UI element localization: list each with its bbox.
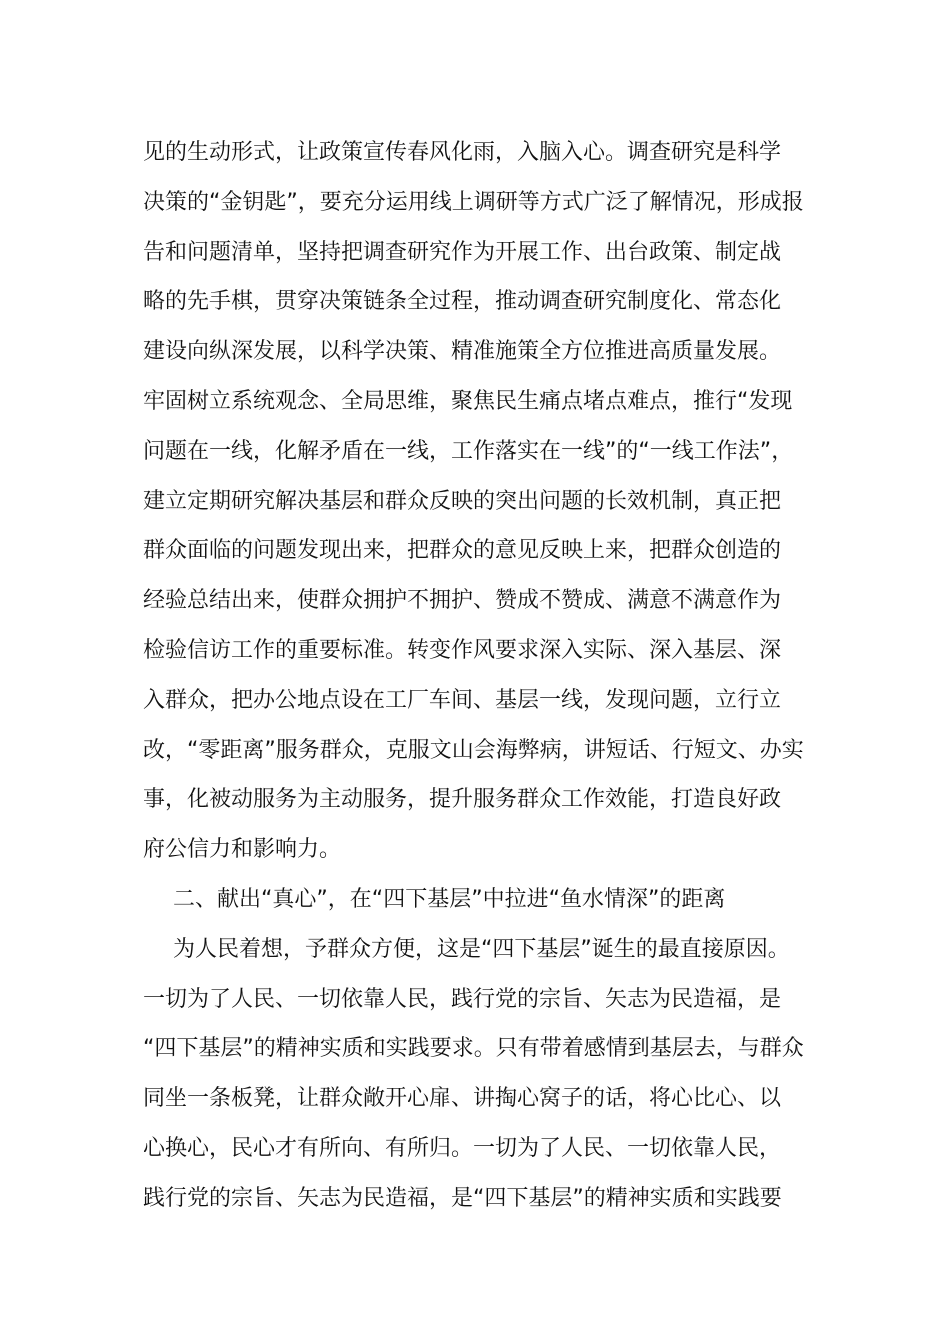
text-line: 入群众，把办公地点设在工厂车间、基层一线，发现问题，立行立: [143, 687, 782, 713]
document-body: [143, 128, 813, 1224]
text-line: 问题在一线，化解矛盾在一线，工作落实在一线”的“一线工作法”，: [143, 438, 794, 464]
text-line: 践行党的宗旨、矢志为民造福，是“四下基层”的精神实质和实践要: [143, 1185, 782, 1211]
text-line: 为人民着想，予群众方便，这是“四下基层”诞生的最直接原因。: [173, 936, 790, 962]
text-line: “四下基层”的精神实质和实践要求。只有带着感情到基层去，与群众: [143, 1036, 804, 1062]
text-line: 一切为了人民、一切依靠人民，践行党的宗旨、矢志为民造福，是: [143, 986, 782, 1012]
text-line: 检验信访工作的重要标准。转变作风要求深入实际、深入基层、深: [143, 637, 782, 663]
text-line: 告和问题清单，坚持把调查研究作为开展工作、出台政策、制定战: [143, 239, 782, 265]
text-line: 见的生动形式，让政策宣传春风化雨，入脑入心。调查研究是科学: [143, 140, 782, 165]
text-line: 决策的“金钥匙”，要充分运用线上调研等方式广泛了解情况，形成报: [143, 189, 804, 215]
text-line: 略的先手棋，贯穿决策链条全过程，推动调查研究制度化、常态化: [143, 289, 782, 315]
text-line: 群众面临的问题发现出来，把群众的意见反映上来，把群众创造的: [143, 538, 782, 564]
text-line: 改，“零距离”服务群众，克服文山会海弊病，讲短话、行短文、办实: [143, 737, 804, 763]
text-line: 建立定期研究解决基层和群众反映的突出问题的长效机制，真正把: [143, 488, 782, 514]
text-line: 心换心，民心才有所向、有所归。一切为了人民、一切依靠人民，: [143, 1135, 782, 1161]
text-line: 牢固树立系统观念、全局思维，聚焦民生痛点堵点难点，推行“发现: [143, 388, 793, 414]
text-line: 经验总结出来，使群众拥护不拥护、赞成不赞成、满意不满意作为: [143, 588, 782, 614]
text-line: 府公信力和影响力。: [143, 837, 342, 863]
text-line: 建设向纵深发展，以科学决策、精准施策全方位推进高质量发展。: [143, 339, 782, 365]
text-line: 同坐一条板凳，让群众敞开心扉、讲掏心窝子的话，将心比心、以: [143, 1086, 782, 1112]
text-line: 事，化被动服务为主动服务，提升服务群众工作效能，打造良好政: [143, 787, 782, 813]
section-heading: 二、献出“真心”，在“四下基层”中拉进“鱼水情深”的距离: [173, 886, 726, 912]
